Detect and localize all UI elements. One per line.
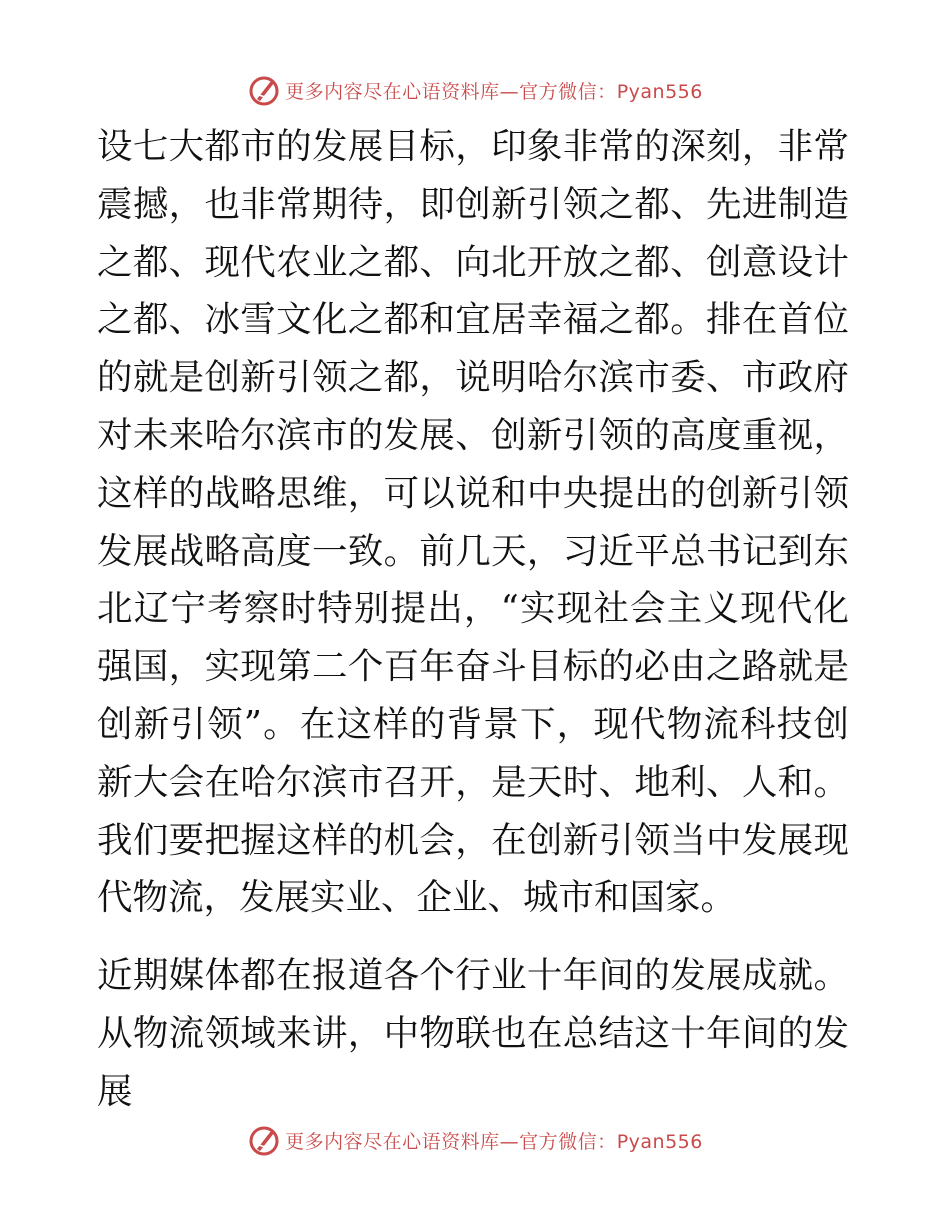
header-watermark xyxy=(0,70,950,110)
watermark-site-text: 更多内容尽在心语资料库 xyxy=(285,80,500,103)
footer-watermark xyxy=(0,1120,950,1160)
watermark-site-text: 更多内容尽在心语资料库 xyxy=(285,1130,500,1153)
watermark-separator: — xyxy=(499,1130,520,1153)
watermark-contact-label: 官方微信： xyxy=(519,80,617,103)
watermark-contact-id: Pyan556 xyxy=(616,80,703,103)
watermark-contact-id: Pyan556 xyxy=(616,1130,703,1153)
body-paragraph: 设七大都市的发展目标，印象非常的深刻，非常震撼，也非常期待，即创新引领之都、先进制造之都、现代农业之都、向北开放之都、创意设计之都、冰雪文化之都和宜居幸福之都。排在首位的就是创新引领之都，说明哈尔滨市委、市政府对未来哈尔滨市的发展、创新引领的高度重视，这样的战略思维，可以说和中央提出的创新引领发展战略高度一致。前几天，习近平总书记到东北辽宁考察时特别提出，“实现社会主义现代化强国，实现第二个百年奋斗目标的必由之路就是创新引领”。在这样的背景下，现代物流科技创新大会在哈尔滨市召开，是天时、地利、人和。我们要把握这样的机会，在创新引领当中发展现代物流，发展实业、企业、城市和国家。 xyxy=(97,126,849,919)
watermark-text xyxy=(285,77,703,104)
quill-pen-logo-icon xyxy=(247,73,281,107)
watermark-brand xyxy=(247,1123,703,1157)
watermark-text xyxy=(285,1127,703,1154)
document-body xyxy=(97,118,849,1121)
watermark-contact-label: 官方微信： xyxy=(519,1130,617,1153)
watermark-brand xyxy=(247,73,703,107)
body-paragraph: 近期媒体都在报道各个行业十年间的发展成就。从物流领域来讲，中物联也在总结这十年间的发展 xyxy=(97,955,849,1112)
quill-pen-logo-icon xyxy=(247,1123,281,1157)
watermark-separator: — xyxy=(499,80,520,103)
